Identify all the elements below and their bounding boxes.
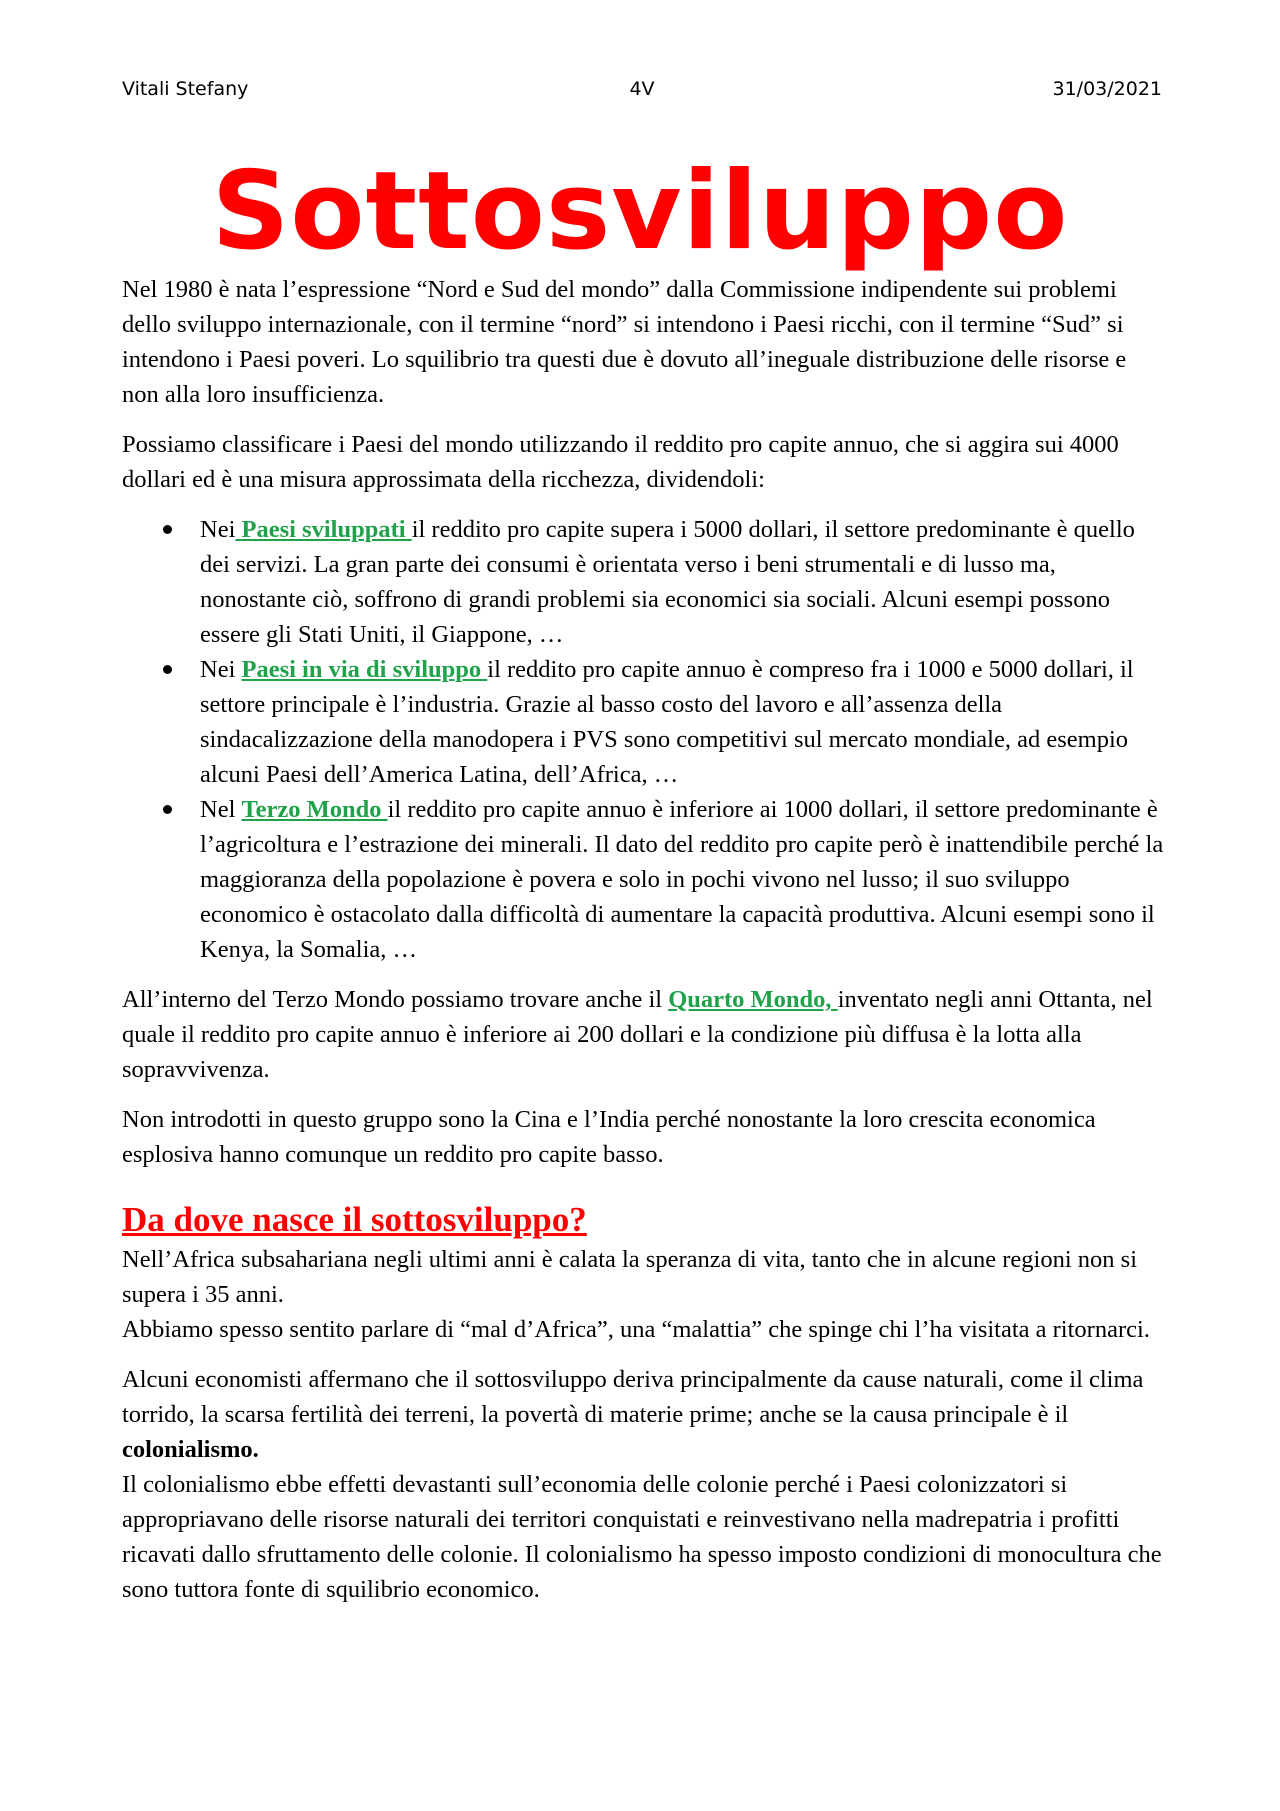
list-item-text: il reddito pro capite supera i 5000 dollari, il settore predominante è quello dei servizi. La gran parte dei consumi è orientata verso i beni strumentali e di lusso ma, nonostante ciò, soffrono di grandi problemi sia economici sia sociali. Alcuni esempi possono essere gli Stati Uniti, il Giappone, … xyxy=(200,516,1135,648)
term-quarto-mondo: Quarto Mondo, xyxy=(668,986,838,1013)
header-date: 31/03/2021 xyxy=(1052,78,1162,100)
paragraph-quarto-mondo xyxy=(122,982,1167,1087)
list-item xyxy=(200,652,1167,792)
header-class: 4V xyxy=(629,78,655,100)
header-author: Vitali Stefany xyxy=(122,78,249,100)
country-classification-list xyxy=(122,512,1167,967)
term-paesi-in-via-di-sviluppo: Paesi in via di sviluppo xyxy=(241,656,488,683)
paragraph-text: All’interno del Terzo Mondo possiamo trovare anche il xyxy=(122,986,669,1013)
term-colonialismo: colonialismo. xyxy=(122,1436,259,1463)
list-item-text: il reddito pro capite annuo è compreso fra i 1000 e 5000 dollari, il settore principale è l’industria. Grazie al basso costo del lavoro e all’assenza della sindacalizzazione della manodopera i PVS sono competitivi sul mercato mondiale, ad esempio alcuni Paesi dell’America Latina, dell’Africa, … xyxy=(200,656,1134,788)
term-terzo-mondo: Terzo Mondo xyxy=(241,796,388,823)
list-item-prefix: Nei xyxy=(200,656,242,683)
paragraph-cina-india: Non introdotti in questo gruppo sono la Cina e l’India perché nonostante la loro crescita economica esplosiva hanno comunque un reddito pro capite basso. xyxy=(122,1106,1096,1168)
paragraph-text: inventato negli anni Ottanta, nel quale il reddito pro capite annuo è inferiore ai 200 dollari e la condizione più diffusa è la lotta alla sopravvivenza. xyxy=(122,986,1153,1083)
paragraph-classification: Possiamo classificare i Paesi del mondo utilizzando il reddito pro capite annuo, che si aggira sui 4000 dollari ed è una misura approssimata della ricchezza, dividendoli: xyxy=(122,431,1119,493)
page-header xyxy=(122,78,1162,108)
paragraph-text: Abbiamo spesso sentito parlare di “mal d’Africa”, una “malattia” che spinge chi l’ha visitata a ritornarci. xyxy=(122,1316,1150,1343)
section-heading: Da dove nasce il sottosviluppo? xyxy=(122,1200,587,1239)
paragraph-text: Nell’Africa subsahariana negli ultimi anni è calata la speranza di vita, tanto che in alcune regioni non si supera i 35 anni. xyxy=(122,1246,1138,1308)
document-title: Sottosviluppo xyxy=(211,149,1069,274)
paragraph-intro: Nel 1980 è nata l’espressione “Nord e Sud del mondo” dalla Commissione indipendente sui problemi dello sviluppo internazionale, con il termine “nord” si intendono i Paesi ricchi, con il termine “Sud” si intendono i Paesi poveri. Lo squilibrio tra questi due è dovuto all’ineguale distribuzione delle risorse e non alla loro insufficienza. xyxy=(122,276,1127,408)
list-item-text: il reddito pro capite annuo è inferiore ai 1000 dollari, il settore predominante è l’agricoltura e l’estrazione dei minerali. Il dato del reddito pro capite però è inattendibile perché la maggioranza della popolazione è povera e solo in pochi vivono nel lusso; il suo sviluppo economico è ostacolato dalla difficoltà di aumentare la capacità produttiva. Alcuni esempi sono il Kenya, la Somalia, … xyxy=(200,796,1164,963)
term-paesi-sviluppati: Paesi sviluppati xyxy=(235,516,412,543)
list-item xyxy=(200,792,1167,967)
paragraph-text: Alcuni economisti affermano che il sottosviluppo deriva principalmente da cause naturali, come il clima torrido, la scarsa fertilità dei terreni, la povertà di materie prime; anche se la causa principale è il xyxy=(122,1366,1144,1428)
paragraph-text: Il colonialismo ebbe effetti devastanti sull’economia delle colonie perché i Paesi colonizzatori si appropriavano delle risorse naturali dei territori conquistati e reinvestivano nella madrepatria i profitti ricavati dallo sfruttamento delle colonie. Il colonialismo ha spesso imposto condizioni di monocultura che sono tuttora fonte di squilibrio economico. xyxy=(122,1471,1162,1603)
paragraph-africa xyxy=(122,1242,1167,1347)
paragraph-colonialismo xyxy=(122,1362,1167,1607)
list-item xyxy=(200,512,1167,652)
bullet-icon xyxy=(163,805,172,814)
bullet-icon xyxy=(163,665,172,674)
document-body xyxy=(122,272,1167,1622)
list-item-prefix: Nel xyxy=(200,796,242,823)
list-item-prefix: Nei xyxy=(200,516,236,543)
bullet-icon xyxy=(163,525,172,534)
